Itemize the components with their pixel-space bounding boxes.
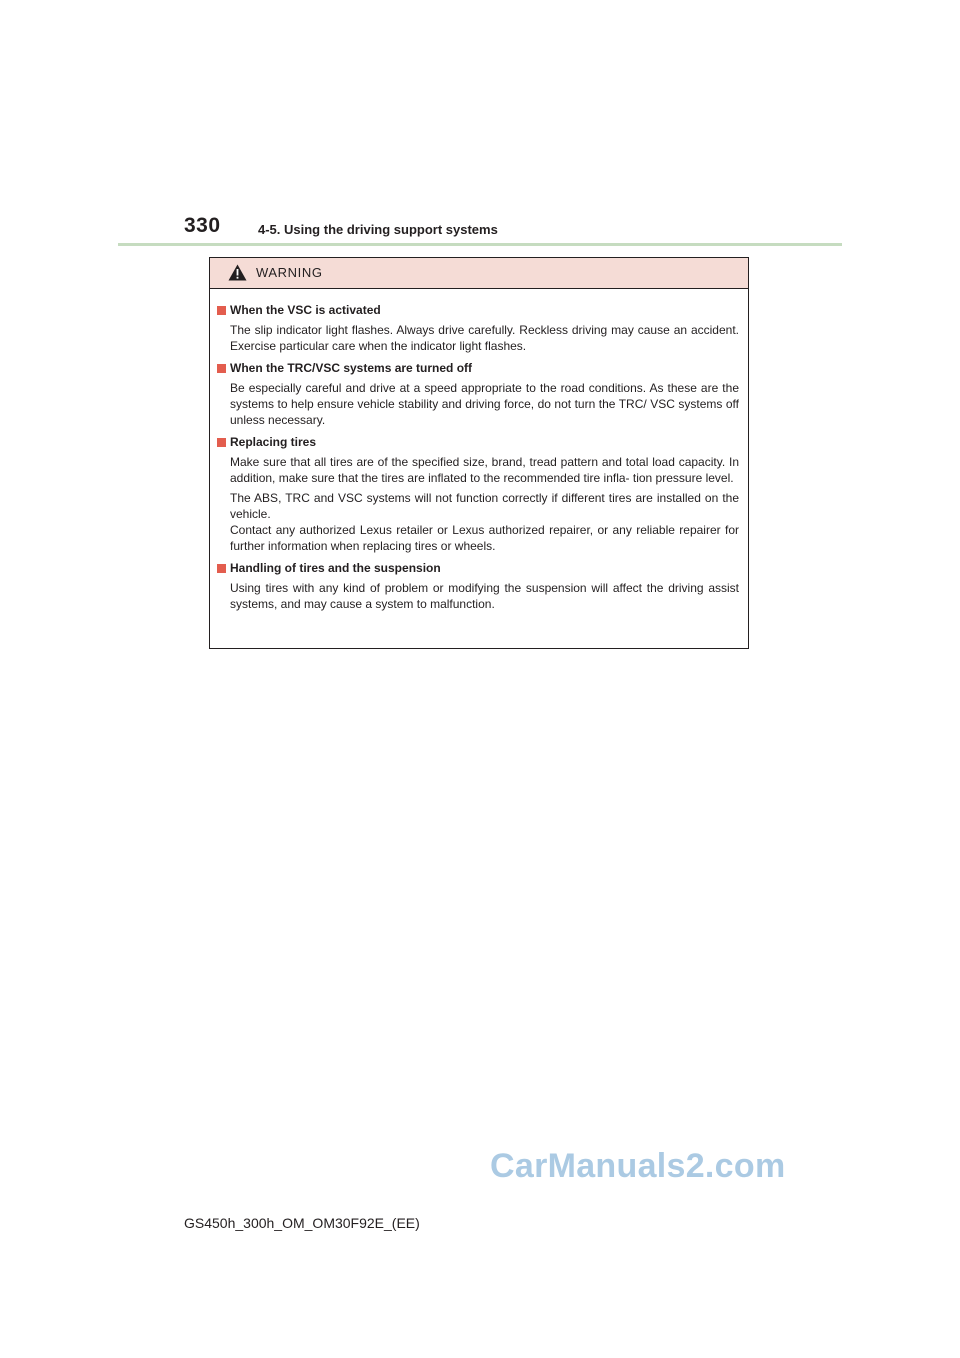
warning-item-tires-suspension: [217, 560, 739, 612]
item-paragraph: Contact any authorized Lexus retailer or Lexus authorized repairer, or any reliable repairer for further information when replacing tires or wheels.: [230, 523, 739, 553]
item-heading: Replacing tires: [230, 435, 317, 449]
section-title: 4-5. Using the driving support systems: [258, 222, 498, 237]
warning-triangle-icon: [228, 264, 247, 281]
item-paragraph: Make sure that all tires are of the specified size, brand, tread pattern and total load capacity. In addition, make sure that the tires are inflated to the recommended tire infla- tion pressure level.: [230, 455, 739, 485]
item-heading: When the TRC/VSC systems are turned off: [230, 361, 473, 375]
square-bullet-icon: [217, 364, 226, 373]
document-code: GS450h_300h_OM_OM30F92E_(EE): [184, 1215, 420, 1231]
square-bullet-icon: [217, 564, 226, 573]
item-paragraph: The slip indicator light flashes. Always drive carefully. Reckless driving may cause an accident. Exercise particular care when the indicator light flashes.: [230, 323, 739, 353]
warning-item-replacing-tires: [217, 434, 739, 554]
warning-header: [210, 258, 748, 289]
square-bullet-icon: [217, 306, 226, 315]
warning-item-trc-vsc-off: [217, 360, 739, 428]
warning-title: WARNING: [256, 265, 323, 280]
header-rule: [118, 243, 842, 246]
warning-item-vsc-activated: [217, 302, 739, 354]
item-paragraph: Be especially careful and drive at a speed appropriate to the road conditions. As these are the systems to help ensure vehicle stability and driving force, do not turn the TRC/ VSC systems off unless necessary.: [230, 381, 739, 427]
square-bullet-icon: [217, 438, 226, 447]
page-number: 330: [184, 214, 221, 237]
warning-box: [209, 257, 749, 649]
item-heading: When the VSC is activated: [230, 303, 381, 317]
watermark-logo: CarManuals2.com: [490, 1147, 786, 1185]
item-paragraph: Using tires with any kind of problem or modifying the suspension will affect the driving assist systems, and may cause a system to malfunction.: [230, 581, 739, 611]
item-heading: Handling of tires and the suspension: [230, 561, 441, 575]
warning-body: [210, 289, 748, 612]
item-paragraph: The ABS, TRC and VSC systems will not function correctly if different tires are installed on the vehicle.: [230, 491, 739, 521]
